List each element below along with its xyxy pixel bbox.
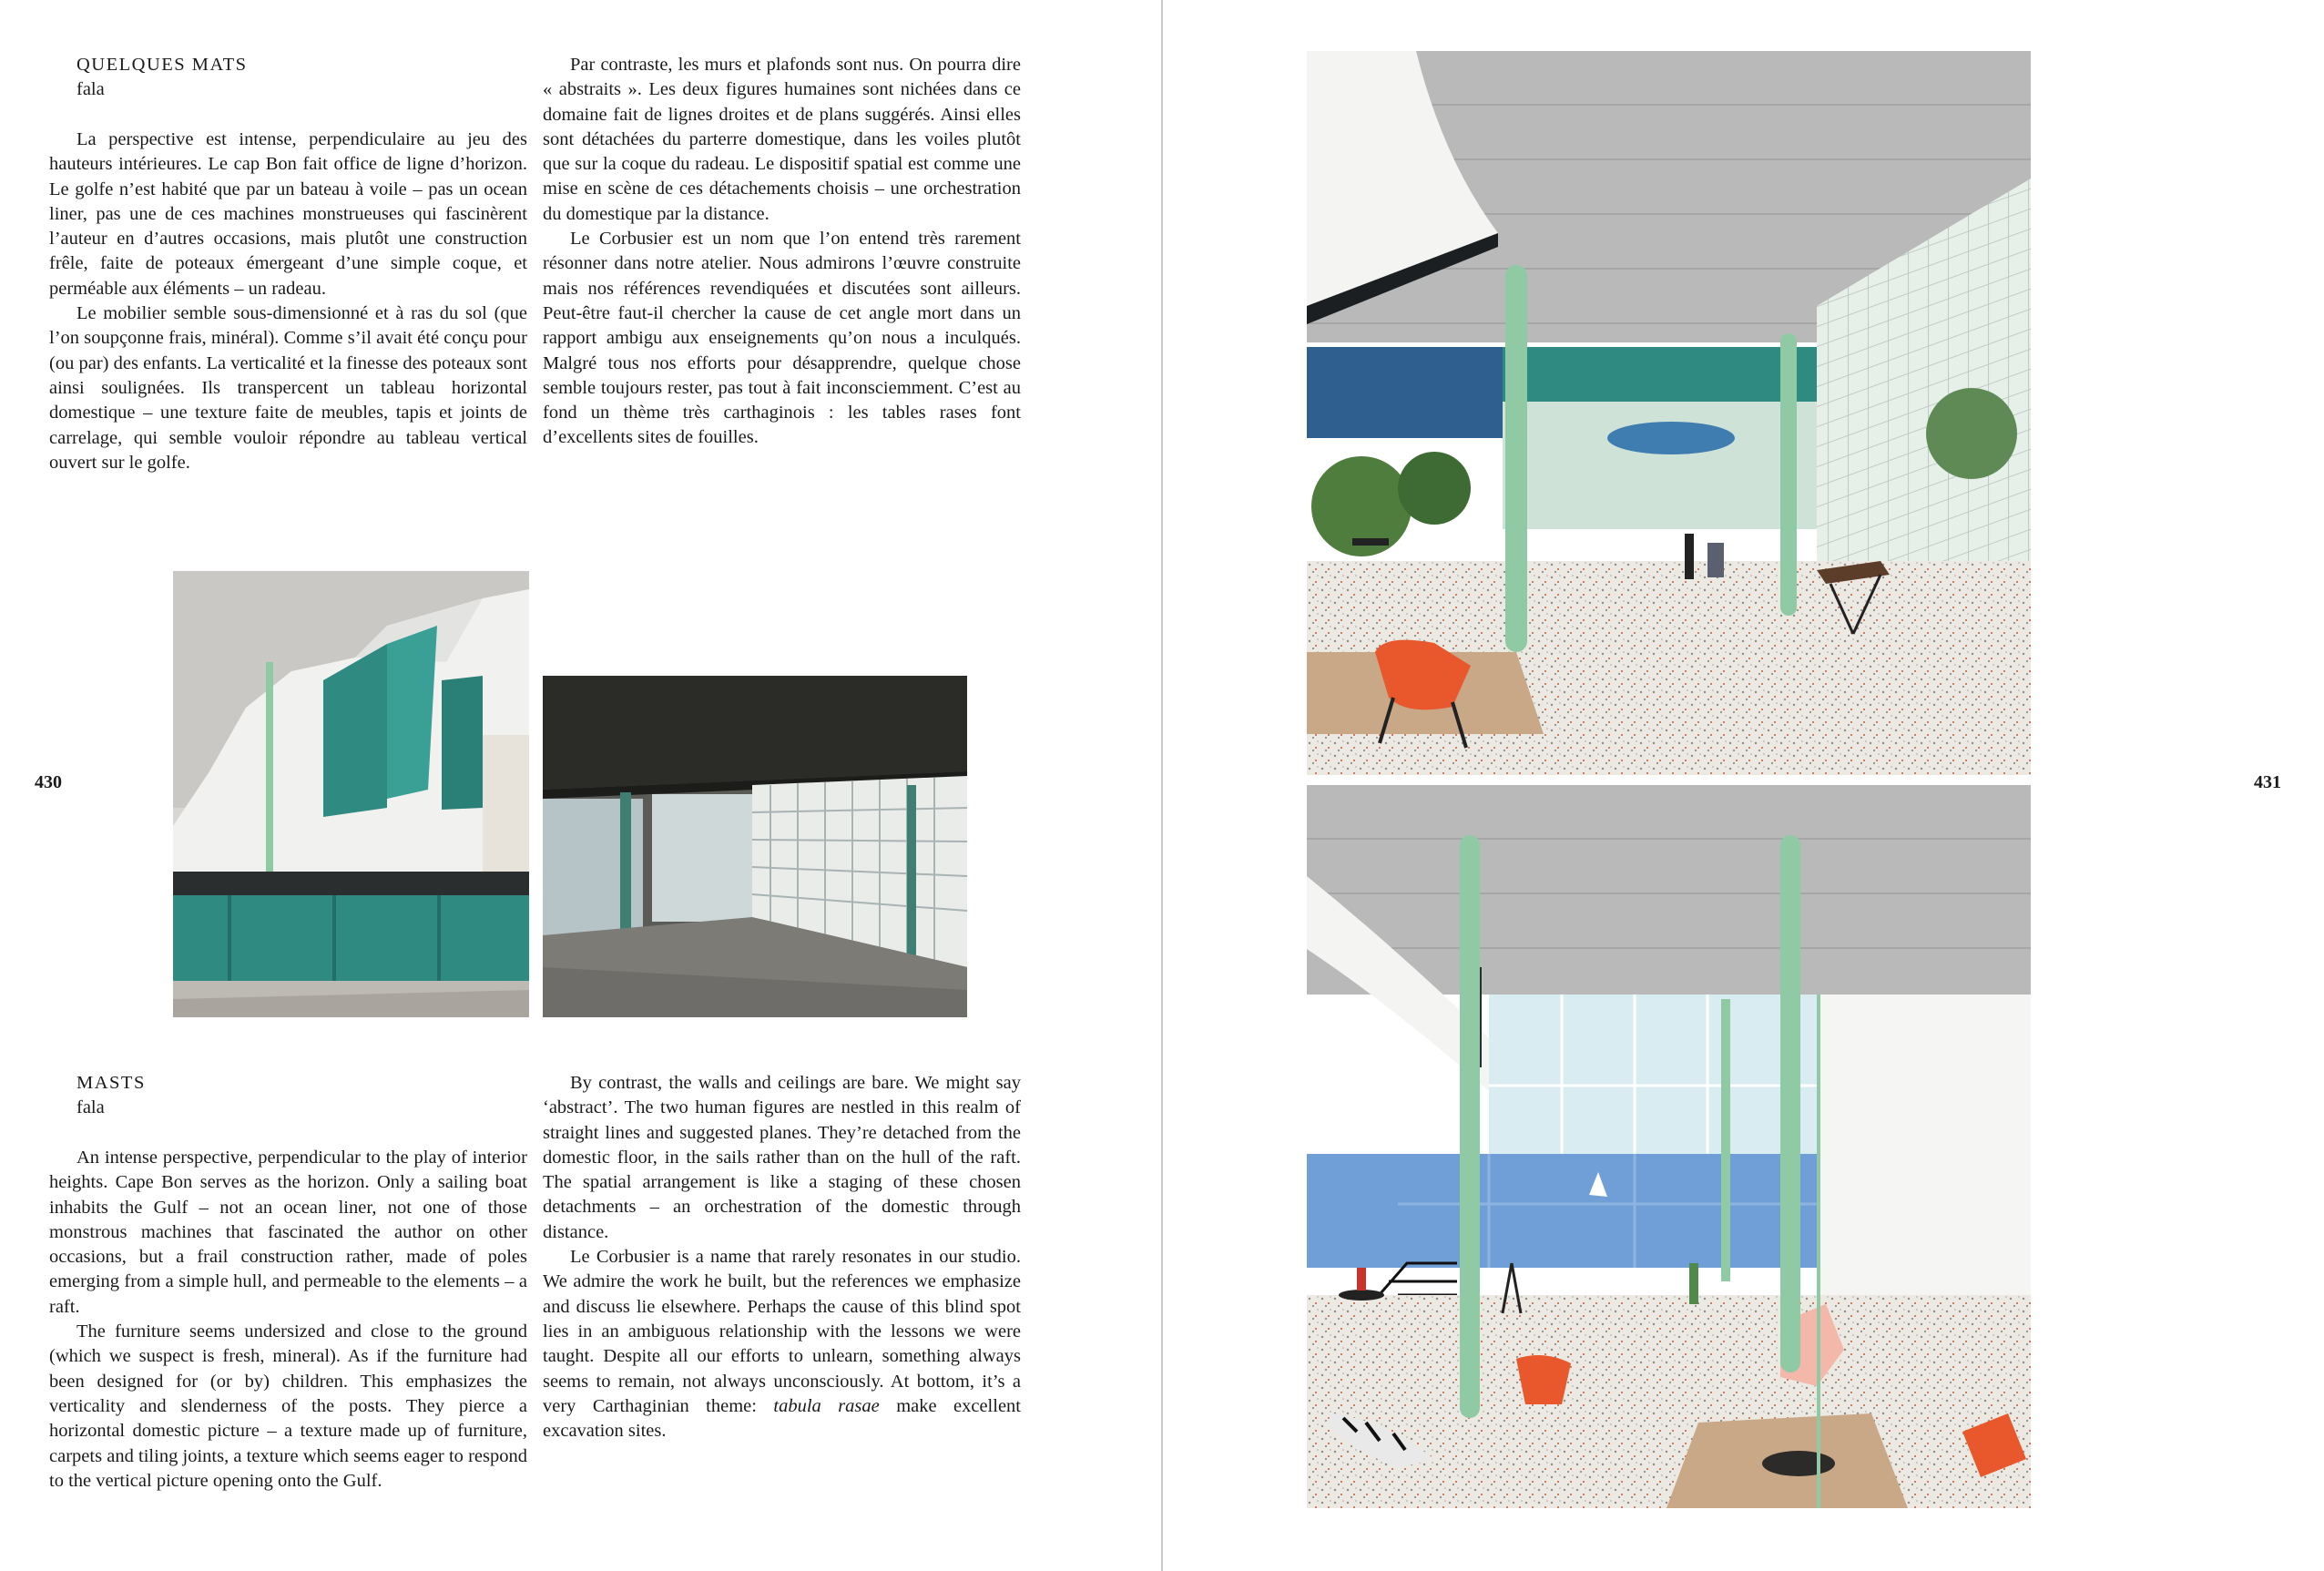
english-paragraph: The furniture seems undersized and close to the ground (which we suspect is fresh, mineral). As if the furniture had been designed for (or by) children. This emphasizes the verticality and slenderness of the posts. They pierce a horizontal domestic picture – a texture made up of furniture, carpets and tiling joints, a texture which seems eager to respond to the vertical picture opening onto the Gulf. — [49, 1321, 527, 1491]
page-number-right: 431 — [2254, 772, 2281, 792]
english-paragraph-end: make excellent excavation sites. — [543, 1395, 1021, 1442]
french-column-2 — [543, 53, 1021, 451]
english-paragraph-text: Le Corbusier is a name that rarely resonates in our studio. We admire the work he built, but the references we emphasize and discuss lie elsewhere. Perhaps the cause of this blind spot lies in an ambiguous relationship with the lessons we were taught. Despite all our efforts to unlearn, something always seems to remain, not always unconsciously. At bottom, it’s a very Carthaginian theme: — [543, 1247, 1021, 1416]
french-heading — [76, 53, 248, 102]
english-paragraph: An intense perspective, perpendicular to the play of interior heights. Cape Bon serves as the horizon. Only a sailing boat inhabits the Gulf – not an ocean liner, not one of those monstrous machines that fascinated the author on other occasions, but a frail construction rather, made of poles emerging from a simple hull, and permeable to the elements – a raft. — [49, 1148, 527, 1317]
french-title: QUELQUES MATS — [76, 55, 248, 75]
english-paragraph: By contrast, the walls and ceilings are bare. We might say ‘abstract’. The two human figures are nestled in this realm of straight lines and suggested planes. They’re detached from the domestic floor, in the sails rather than on the hull of the raft. The spatial arrangement is like a staging of these chosen detachments – an orchestration of the domestic through distance. — [543, 1073, 1021, 1242]
french-paragraph: La perspective est intense, perpendiculaire au jeu des hauteurs intérieures. Le cap Bon fait office de ligne d’horizon. Le golfe n’est habité que par un bateau à voile – pas un ocean liner, pas une de ces machines monstrueuses qui fascinèrent l’auteur en d’autres occasions, mais plutôt une construction frêle, faite de poteaux émergeant d’une simple coque, et perméable aux éléments – un radeau. — [49, 129, 527, 299]
french-paragraph: Le mobilier semble sous-dimensionné et à ras du sol (que l’on soupçonne frais, minéral). Comme s’il avait été conçu pour (ou par) des enfants. La verticalité et la finesse des poteaux sont ainsi soulignées. Ils transpercent un tableau horizontal domestique – une texture faite de meubles, tapis et joints de carrelage, qui semble vouloir répondre au tableau vertical ouvert sur le golfe. — [49, 303, 527, 473]
french-paragraph: Par contraste, les murs et plafonds sont nus. On pourra dire « abstraits ». Les deux figures humaines sont nichées dans ce domaine fait de lignes droites et de plans suggérés. Ainsi elles sont détachées du parterre domestique, dans les voiles plutôt que sur la coque du radeau. Le dispositif spatial est comme une mise en scène de ces détachements choisis – une orchestration du domestique par la distance. — [543, 55, 1021, 224]
english-author: fala — [76, 1097, 105, 1117]
english-column-2 — [543, 1071, 1021, 1443]
left-page — [0, 0, 1161, 1571]
right-page — [1163, 0, 2324, 1571]
collage-illustration-top — [1307, 51, 2031, 775]
french-paragraph: Le Corbusier est un nom que l’on entend très rarement résonner dans notre atelier. Nous admirons l’œuvre construite mais nos références revendiquées et discutées sont ailleurs. Peut-être faut-il chercher la cause de cet angle mort dans un rapport ambigu aux enseignements qu’on nous a inculqués. Malgré tous nos efforts pour désapprendre, quelque chose semble toujours rester, pas tout à fait inconsciemment. C’est au fond un thème très carthaginois : les tables rases font d’excellents sites de fouilles. — [543, 229, 1021, 448]
french-column-1 — [49, 128, 527, 475]
collage-illustration-bottom — [1307, 785, 2031, 1508]
english-paragraph — [543, 1245, 1021, 1443]
italic-phrase: tabula rasae — [773, 1395, 880, 1416]
english-heading — [76, 1071, 146, 1120]
interior-glass-block-photo — [543, 676, 967, 1017]
english-title: MASTS — [76, 1073, 146, 1093]
french-author: fala — [76, 79, 105, 99]
page-number-left: 430 — [35, 772, 62, 792]
house-exterior-photo — [173, 571, 529, 1017]
english-column-1 — [49, 1146, 527, 1494]
